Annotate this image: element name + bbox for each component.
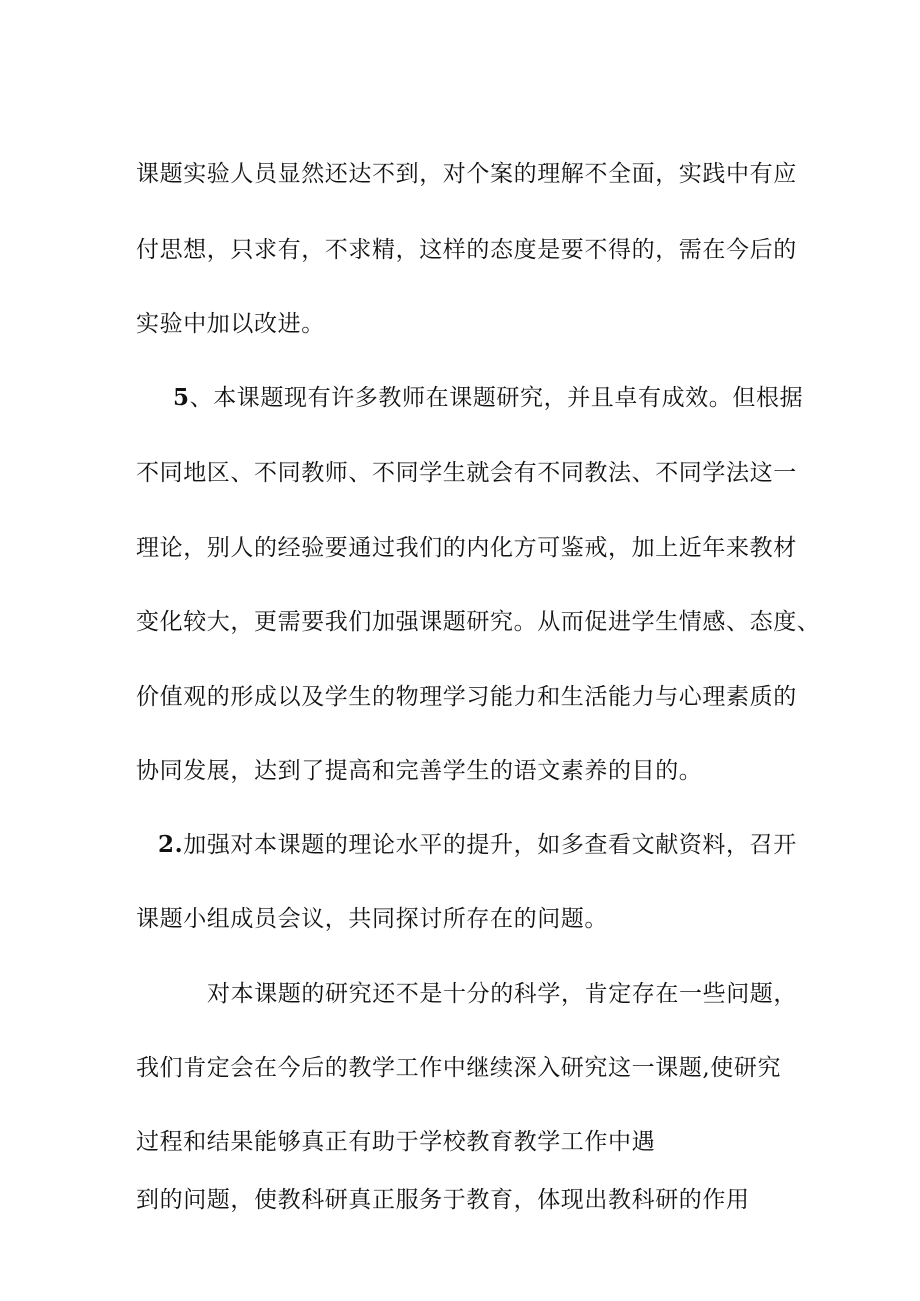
body-text-line — [136, 607, 820, 637]
line-text: 协同发展，达到了提高和完善学生的语文素养的目的。 — [136, 758, 703, 784]
line-text: 价值观的形成以及学生的物理学习能力和生活能力与心理素质的 — [136, 684, 797, 710]
body-text-line — [136, 904, 608, 934]
line-text: 不同地区、不同教师、不同学生就会有不同教法、不同学法这一 — [136, 460, 797, 486]
line-text: 对本课题的研究还不是十分的科学，肯定存在一些问题， — [207, 981, 797, 1007]
body-text-line — [136, 1053, 781, 1083]
line-text: 变化较大，更需要我们加强课题研究。从而促进学生情感、态度、 — [136, 609, 821, 635]
body-text-line — [136, 533, 797, 563]
line-text: 我们肯定会在今后的教学工作中继续深入研究这一课题,使研究 — [136, 1055, 782, 1081]
body-text-line — [136, 309, 325, 339]
line-text: 付思想，只求有，不求精，这样的态度是要不得的，需在今后的 — [136, 237, 797, 263]
list-item-5 — [173, 383, 803, 413]
line-text: 过程和结果能够真正有助于学校教育教学工作中遇 — [136, 1129, 656, 1155]
line-text: 课题小组成员会议，共同探讨所存在的问题。 — [136, 906, 608, 932]
paragraph-indented-line — [207, 979, 797, 1009]
line-text: 、本课题现有许多教师在课题研究，并且卓有成效。但根据 — [189, 385, 804, 411]
body-text-line — [136, 235, 797, 265]
list-item-2 — [158, 830, 797, 860]
list-number: 5 — [173, 384, 190, 411]
line-text: 加强对本课题的理论水平的提升，如多查看文献资料，召开 — [183, 832, 797, 858]
body-text-line — [136, 159, 797, 189]
line-text: 课题实验人员显然还达不到，对个案的理解不全面，实践中有应 — [136, 161, 797, 187]
body-text-line — [136, 1127, 655, 1157]
body-text-line — [136, 1185, 750, 1215]
body-text-line — [136, 458, 797, 488]
list-number: 2. — [158, 831, 184, 858]
line-text: 到的问题，使教科研真正服务于教育，体现出教科研的作用 — [136, 1187, 750, 1213]
body-text-line — [136, 756, 702, 786]
body-text-line — [136, 682, 797, 712]
line-text: 实验中加以改进。 — [136, 311, 325, 337]
line-text: 理论，别人的经验要通过我们的内化方可鉴戒，加上近年来教材 — [136, 535, 797, 561]
